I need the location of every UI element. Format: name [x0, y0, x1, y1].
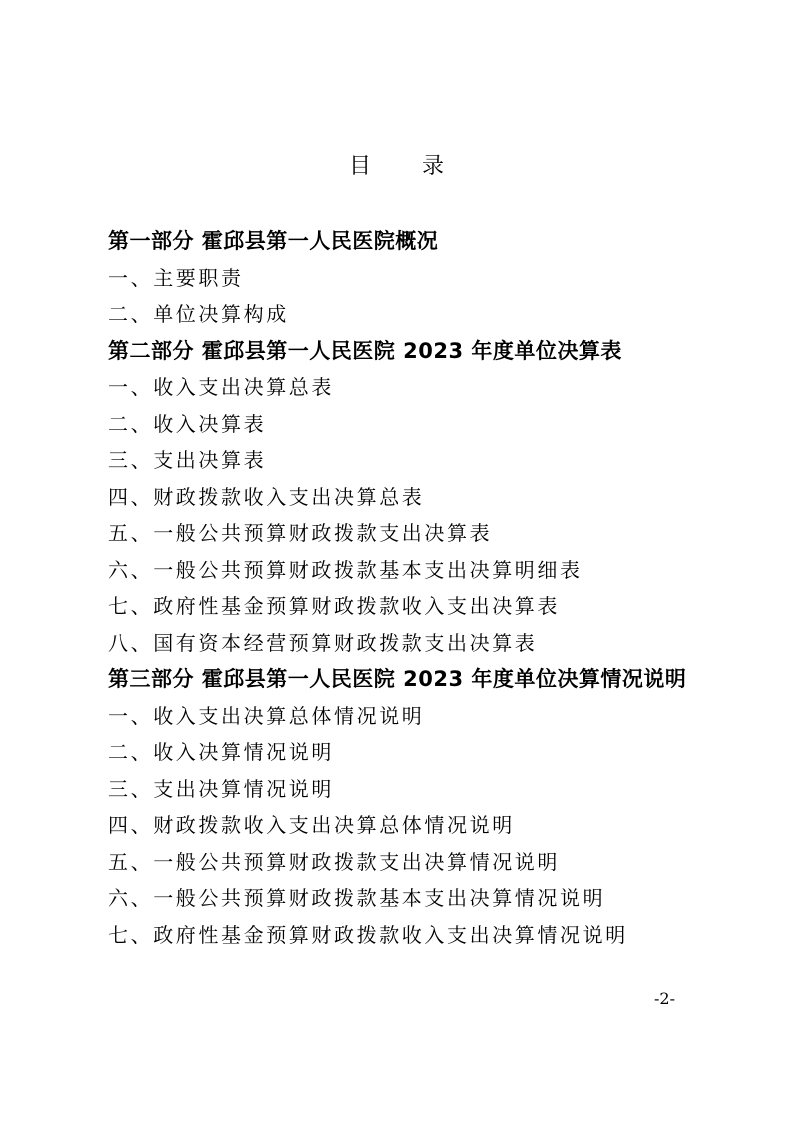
toc-item: 七、政府性基金预算财政拨款收入支出决算表 — [108, 594, 560, 618]
toc-item: 八、国有资本经营预算财政拨款支出决算表 — [108, 630, 538, 655]
toc-title: 目 录 — [349, 154, 466, 179]
toc-item: 一、收入支出决算总表 — [108, 375, 334, 399]
toc-item: 一、收入支出决算总体情况说明 — [108, 703, 425, 728]
toc-item: 五、一般公共预算财政拨款支出决算表 — [108, 521, 493, 545]
toc-item: 三、支出决算情况说明 — [108, 776, 334, 801]
page-number: -2- — [654, 989, 675, 1008]
part-2-heading: 第二部分 霍邱县第一人民医院 2023 年度单位决算表 — [108, 338, 622, 363]
toc-item: 五、一般公共预算财政拨款支出决算情况说明 — [108, 849, 560, 874]
part-3-heading: 第三部分 霍邱县第一人民医院 2023 年度单位决算情况说明 — [108, 667, 687, 691]
table-of-contents — [108, 223, 708, 953]
toc-item: 二、收入决算情况说明 — [108, 740, 334, 764]
toc-item: 三、支出决算表 — [108, 448, 267, 472]
toc-item: 四、财政拨款收入支出决算总体情况说明 — [108, 813, 515, 837]
part-1-heading: 第一部分 霍邱县第一人民医院概况 — [108, 229, 439, 253]
toc-item: 二、收入决算表 — [108, 411, 267, 436]
toc-item: 二、单位决算构成 — [108, 302, 289, 326]
toc-item: 六、一般公共预算财政拨款基本支出决算明细表 — [108, 557, 583, 582]
toc-item: 四、财政拨款收入支出决算总表 — [108, 484, 425, 509]
toc-item: 七、政府性基金预算财政拨款收入支出决算情况说明 — [108, 922, 628, 947]
toc-item: 一、主要职责 — [108, 265, 244, 290]
toc-item: 六、一般公共预算财政拨款基本支出决算情况说明 — [108, 886, 606, 910]
